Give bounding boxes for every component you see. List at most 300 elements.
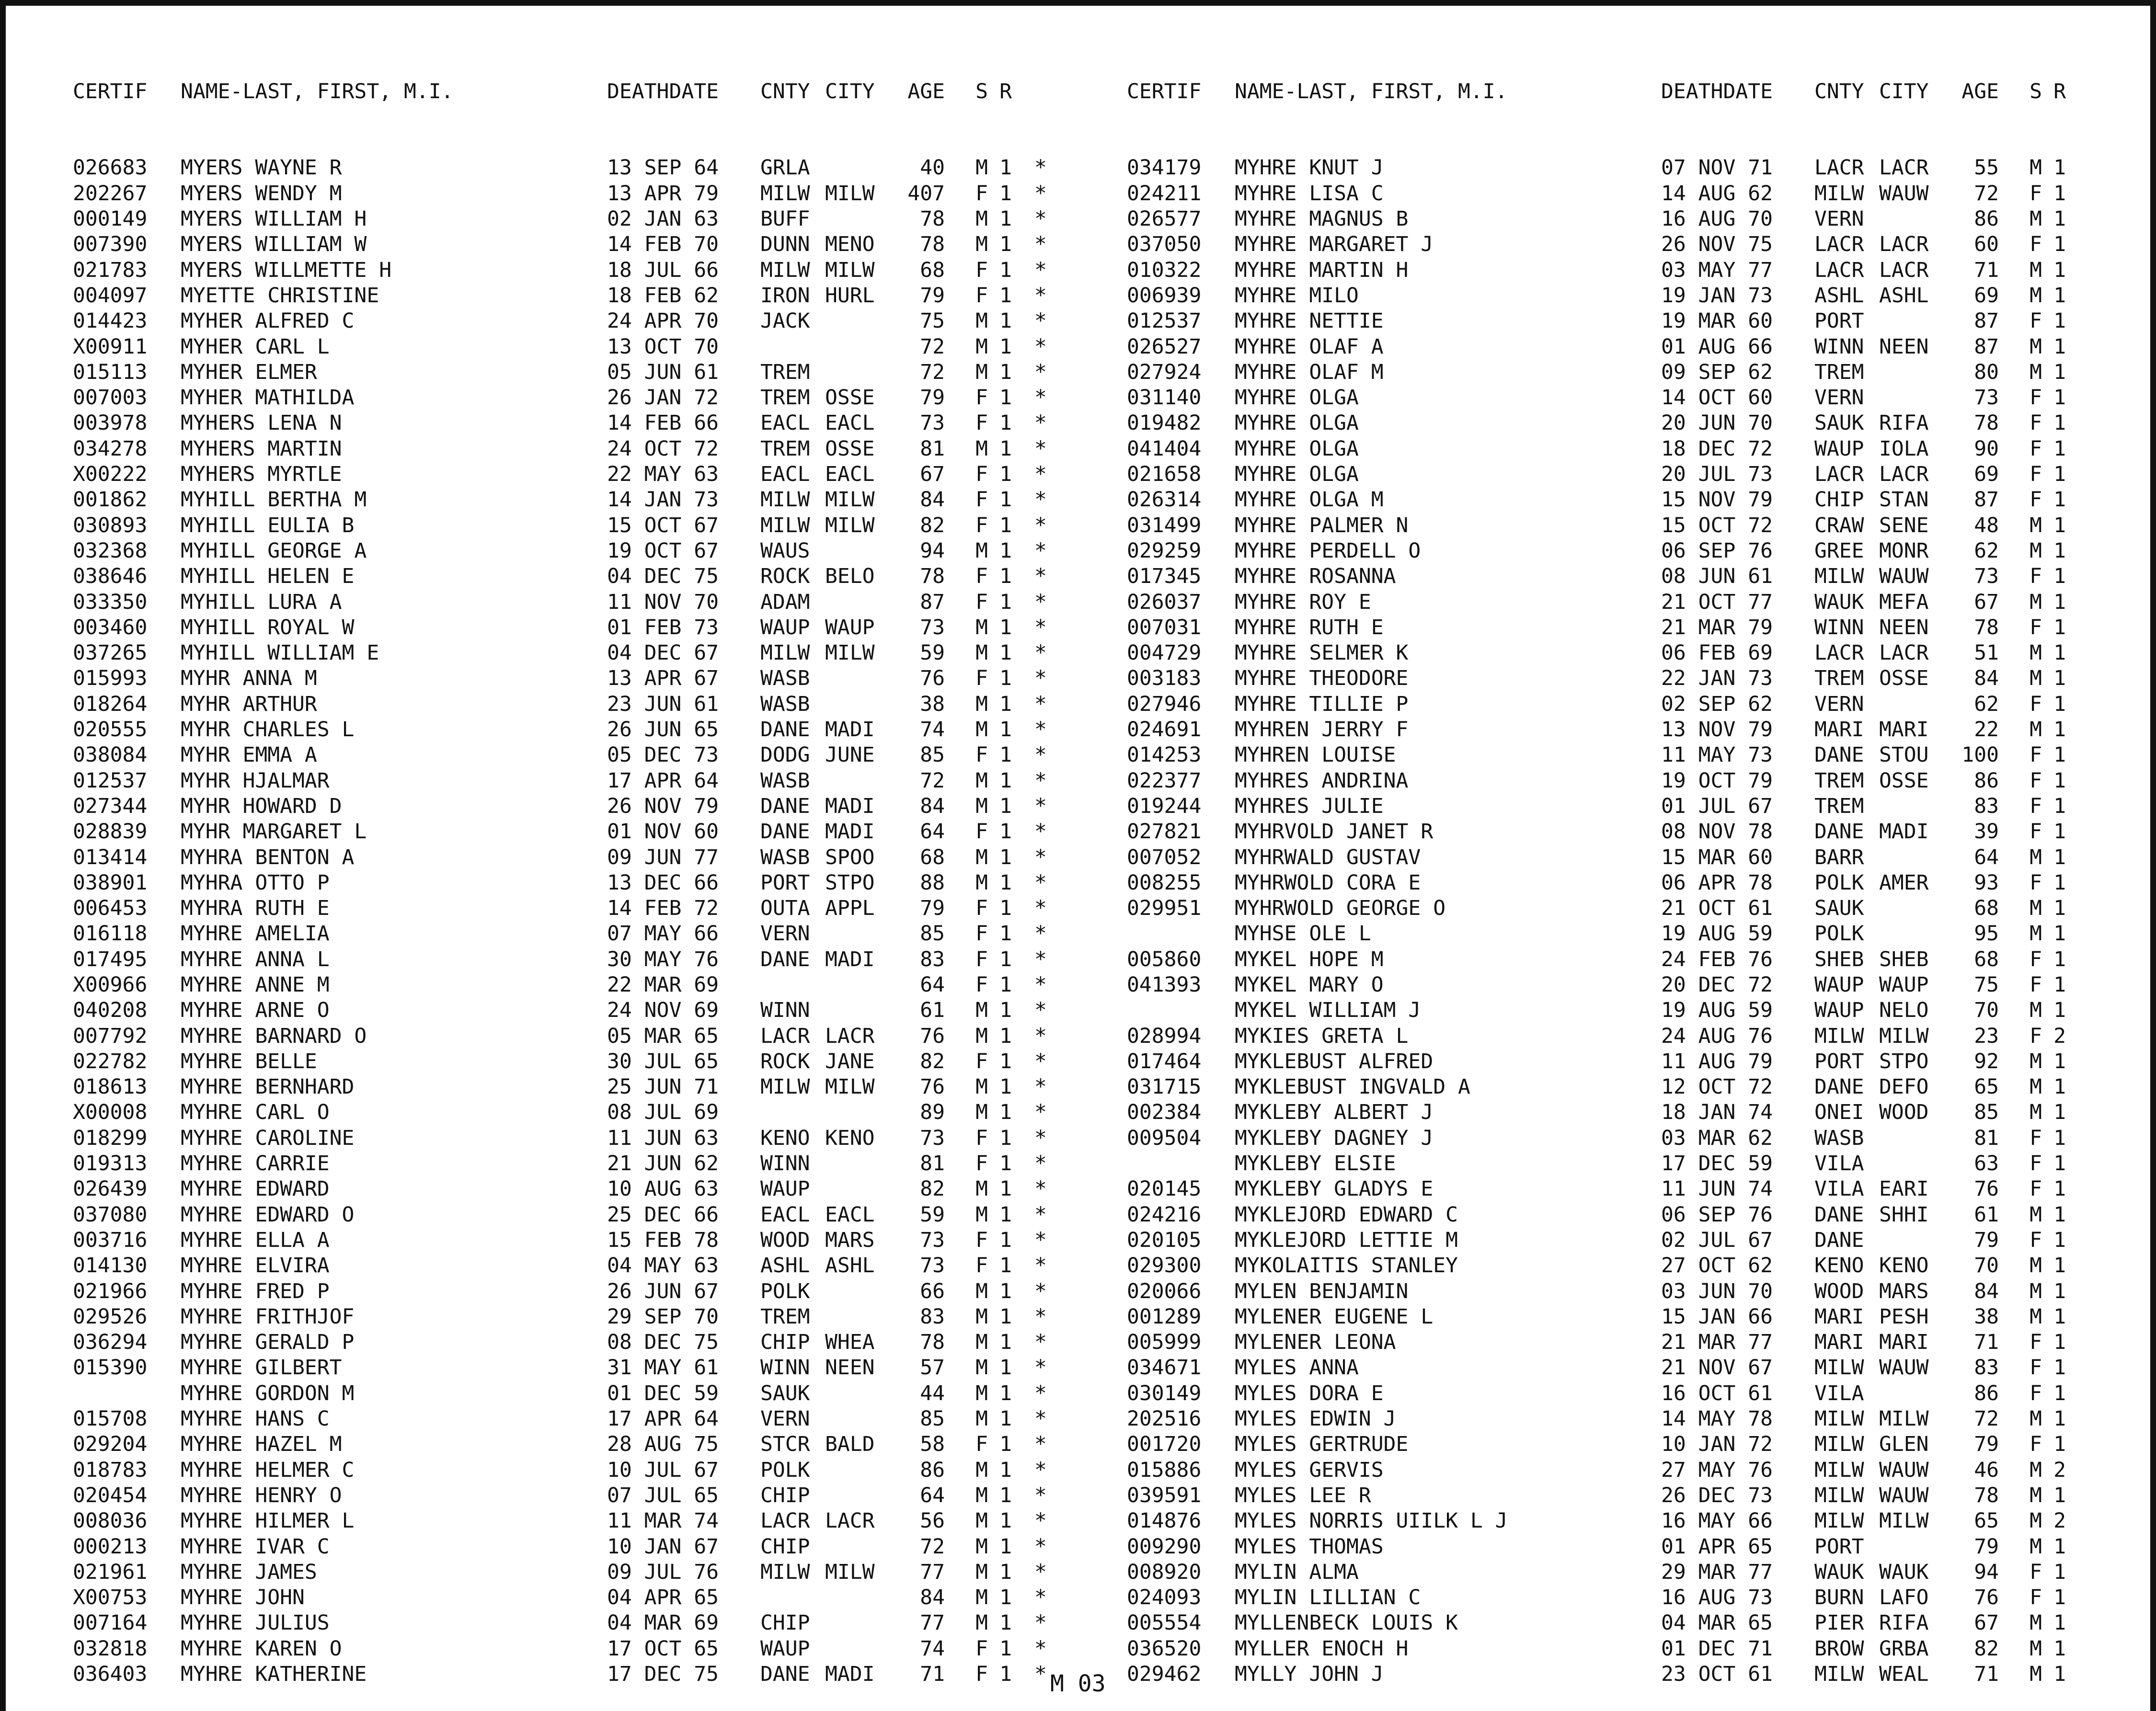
record-row [1127, 232, 2066, 257]
city-cell: HURL [825, 283, 875, 308]
certif-cell: 018613 [73, 1075, 148, 1099]
record-row [1127, 845, 2066, 870]
deathdate-cell: 03 MAR 62 [1661, 1126, 1773, 1150]
certif-cell: 008920 [1127, 1560, 1202, 1584]
county-cell: SAUK [1814, 411, 1864, 435]
certif-cell: 028839 [73, 820, 148, 844]
record-row [1127, 206, 2066, 232]
county-cell: LACR [760, 1024, 810, 1048]
record-row [73, 1151, 1069, 1176]
race-cell: 1 [999, 538, 1012, 563]
sex-cell: M [975, 1075, 988, 1099]
certif-cell: 021783 [73, 258, 148, 282]
sex-cell: F [2030, 1177, 2042, 1201]
deathdate-cell: 16 AUG 73 [1661, 1586, 1773, 1610]
county-cell: WASB [760, 768, 810, 793]
sex-cell: F [975, 820, 988, 844]
sex-cell: M [975, 1611, 988, 1635]
record-row [73, 283, 1069, 308]
deathdate-cell: 10 AUG 63 [607, 1177, 719, 1201]
age-cell: 83 [1974, 794, 1999, 818]
age-cell: 39 [1974, 820, 1999, 844]
certif-cell: 202516 [1127, 1407, 1202, 1431]
race-cell: 1 [2053, 513, 2066, 537]
name-cell: MYHR HOWARD D [181, 794, 342, 818]
deathdate-cell: 26 JUN 65 [607, 718, 719, 742]
deathdate-cell: 15 JAN 66 [1661, 1304, 1773, 1329]
name-cell: MYHILL GEORGE A [181, 538, 367, 563]
separator-star: * [1034, 1381, 1047, 1405]
age-cell: 63 [1974, 1152, 1999, 1176]
county-cell: LACR [1814, 232, 1864, 257]
deathdate-cell: 11 JUN 63 [607, 1126, 719, 1150]
age-cell: 87 [1974, 334, 1999, 359]
name-cell: MYLES EDWIN J [1235, 1407, 1396, 1431]
sex-cell: F [2030, 1586, 2042, 1610]
sex-cell: F [975, 462, 988, 487]
record-row [1127, 308, 2066, 334]
sex-cell: F [975, 1049, 988, 1073]
age-cell: 86 [920, 1458, 945, 1482]
deathdate-cell: 26 JUN 67 [607, 1279, 719, 1303]
sex-cell: M [975, 718, 988, 742]
record-row [1127, 1024, 2066, 1049]
record-row [73, 1279, 1069, 1304]
record-row [73, 819, 1069, 844]
name-cell: MYHRA OTTO P [181, 870, 330, 895]
record-row [1127, 385, 2066, 411]
name-cell: MYERS WILLMETTE H [181, 258, 392, 282]
deathdate-cell: 15 MAR 60 [1661, 845, 1773, 869]
name-cell: MYHRE JULIUS [181, 1611, 330, 1635]
record-row [1127, 640, 2066, 666]
record-row [1127, 487, 2066, 513]
race-cell: 1 [999, 1381, 1012, 1405]
sex-cell: M [975, 615, 988, 639]
name-cell: MYHR ARTHUR [181, 692, 317, 716]
sex-cell: M [2030, 334, 2042, 359]
age-cell: 72 [920, 334, 945, 359]
sex-cell: M [2030, 1254, 2042, 1278]
name-cell: MYHRE OLGA [1235, 462, 1359, 487]
deathdate-cell: 19 JAN 73 [1661, 283, 1773, 308]
name-cell: MYHRE MILO [1235, 283, 1359, 308]
deathdate-cell: 27 OCT 62 [1661, 1254, 1773, 1278]
record-row [1127, 768, 2066, 794]
sex-cell: F [975, 411, 988, 435]
race-cell: 1 [2053, 922, 2066, 946]
county-cell: MILW [1814, 1483, 1864, 1507]
record-row [73, 1253, 1069, 1278]
city-cell: WEAL [1879, 1662, 1929, 1686]
race-cell: 1 [2053, 488, 2066, 512]
sex-cell: M [2030, 283, 2042, 308]
name-cell: MYHRE KATHERINE [181, 1662, 367, 1686]
record-row [73, 436, 1069, 462]
county-cell: VILA [1814, 1381, 1864, 1405]
city-cell: MADI [1879, 820, 1929, 844]
sex-cell: M [2030, 896, 2042, 921]
county-cell: IRON [760, 283, 810, 308]
race-cell: 1 [999, 1049, 1012, 1073]
age-cell: 82 [920, 513, 945, 537]
city-cell: MARI [1879, 1330, 1929, 1355]
record-row [73, 742, 1069, 768]
sex-cell: M [2030, 1483, 2042, 1507]
deathdate-cell: 10 JAN 72 [1661, 1432, 1773, 1457]
name-cell: MYLLER ENOCH H [1235, 1636, 1409, 1661]
record-row [73, 717, 1069, 742]
separator-star: * [1034, 207, 1047, 231]
age-cell: 92 [1974, 1049, 1999, 1073]
age-cell: 69 [1974, 462, 1999, 487]
header-age: AGE [907, 79, 945, 103]
deathdate-cell: 14 OCT 60 [1661, 386, 1773, 410]
record-row [1127, 870, 2066, 896]
age-cell: 73 [920, 1228, 945, 1252]
county-cell: SAUK [760, 1381, 810, 1405]
name-cell: MYHRE OLGA [1235, 411, 1359, 435]
sex-cell: F [975, 1126, 988, 1150]
separator-star: * [1034, 1534, 1047, 1559]
county-cell: KENO [760, 1126, 810, 1150]
certif-cell: 003716 [73, 1228, 148, 1252]
city-cell: RIFA [1879, 411, 1929, 435]
record-row [1127, 590, 2066, 615]
certif-cell: 005554 [1127, 1611, 1202, 1635]
sex-cell: M [2030, 845, 2042, 869]
city-cell: WAUK [1879, 1560, 1929, 1584]
age-cell: 60 [1974, 232, 1999, 257]
county-cell: MILW [760, 1560, 810, 1584]
deathdate-cell: 30 MAY 76 [607, 947, 719, 971]
county-cell: MILW [1814, 564, 1864, 589]
county-cell: SHEB [1814, 947, 1864, 971]
record-row [1127, 1228, 2066, 1253]
sex-cell: M [975, 845, 988, 869]
sex-cell: F [2030, 1560, 2042, 1584]
deathdate-cell: 02 SEP 62 [1661, 692, 1773, 716]
certif-cell: 001862 [73, 488, 148, 512]
age-cell: 74 [920, 1636, 945, 1661]
certif-cell: 028994 [1127, 1024, 1202, 1048]
county-cell: KENO [1814, 1254, 1864, 1278]
county-cell: VERN [1814, 386, 1864, 410]
county-cell: TREM [760, 386, 810, 410]
county-cell: BARR [1814, 845, 1864, 869]
certif-cell: 038646 [73, 564, 148, 589]
city-cell: LACR [825, 1509, 875, 1533]
name-cell: MYKEL HOPE M [1235, 947, 1384, 971]
record-row [73, 1049, 1069, 1074]
certif-cell: 024216 [1127, 1202, 1202, 1227]
age-cell: 76 [920, 1075, 945, 1099]
certif-cell: 040208 [73, 998, 148, 1023]
county-cell: POLK [760, 1458, 810, 1482]
age-cell: 87 [1974, 309, 1999, 333]
city-cell: KENO [825, 1126, 875, 1150]
certif-cell: 030893 [73, 513, 148, 537]
age-cell: 65 [1974, 1075, 1999, 1099]
city-cell: SPOO [825, 845, 875, 869]
certif-cell: 036294 [73, 1330, 148, 1355]
deathdate-cell: 17 APR 64 [607, 768, 719, 793]
sex-cell: M [975, 1509, 988, 1533]
record-row [1127, 1585, 2066, 1610]
record-row [1127, 947, 2066, 972]
age-cell: 76 [920, 1024, 945, 1048]
race-cell: 1 [2053, 947, 2066, 971]
separator-star: * [1034, 1662, 1047, 1686]
sex-cell: F [2030, 1152, 2042, 1176]
race-cell: 1 [2053, 1228, 2066, 1252]
sex-cell: F [2030, 1024, 2042, 1048]
race-cell: 1 [999, 1202, 1012, 1227]
race-cell: 1 [2053, 768, 2066, 793]
county-cell: PORT [1814, 1534, 1864, 1559]
race-cell: 1 [999, 1560, 1012, 1584]
race-cell: 1 [999, 1432, 1012, 1457]
name-cell: MYKLEJORD EDWARD C [1235, 1202, 1458, 1227]
age-cell: 67 [1974, 590, 1999, 614]
age-cell: 79 [920, 386, 945, 410]
city-cell: NEEN [1879, 615, 1929, 639]
name-cell: MYLES GERTRUDE [1235, 1432, 1409, 1457]
separator-star: * [1034, 411, 1047, 435]
certif-cell: 032368 [73, 538, 148, 563]
separator-star: * [1034, 972, 1047, 997]
sex-cell: F [2030, 1356, 2042, 1380]
deathdate-cell: 09 JUL 76 [607, 1560, 719, 1584]
city-cell: MILW [825, 1075, 875, 1099]
city-cell: EACL [825, 462, 875, 487]
deathdate-cell: 06 APR 78 [1661, 870, 1773, 895]
city-cell: WAUP [1879, 972, 1929, 997]
sex-cell: M [975, 1381, 988, 1405]
record-row [1127, 1636, 2066, 1662]
race-cell: 1 [999, 615, 1012, 639]
name-cell: MYKOLAITIS STANLEY [1235, 1254, 1458, 1278]
certif-cell: 000149 [73, 207, 148, 231]
sex-cell: F [2030, 1228, 2042, 1252]
city-cell: LACR [1879, 232, 1929, 257]
sex-cell: F [975, 488, 988, 512]
county-cell: DANE [760, 820, 810, 844]
separator-star: * [1034, 1024, 1047, 1048]
record-row [1127, 1304, 2066, 1330]
name-cell: MYHER ELMER [181, 360, 317, 384]
record-row [73, 360, 1069, 385]
sex-cell: F [975, 283, 988, 308]
city-cell: LAFO [1879, 1586, 1929, 1610]
certif-cell: 006453 [73, 896, 148, 921]
county-cell: MILW [1814, 1407, 1864, 1431]
header-row [73, 79, 1069, 104]
city-cell: MARS [825, 1228, 875, 1252]
age-cell: 86 [1974, 1381, 1999, 1405]
name-cell: MYLES GERVIS [1235, 1458, 1384, 1482]
certif-cell: 029462 [1127, 1662, 1202, 1686]
sex-cell: M [975, 360, 988, 384]
name-cell: MYKLEJORD LETTIE M [1235, 1228, 1458, 1252]
name-cell: MYKLEBUST ALFRED [1235, 1049, 1434, 1073]
age-cell: 78 [1974, 411, 1999, 435]
record-row [73, 564, 1069, 589]
city-cell: STOU [1879, 743, 1929, 767]
separator-star: * [1034, 386, 1047, 410]
name-cell: MYHILL WILLIAM E [181, 641, 379, 665]
age-cell: 84 [920, 1586, 945, 1610]
separator-star: * [1034, 1100, 1047, 1125]
name-cell: MYHRE HANS C [181, 1407, 330, 1431]
county-cell: WAUS [760, 538, 810, 563]
separator-star: * [1034, 156, 1047, 180]
race-cell: 1 [2053, 156, 2066, 180]
record-row [73, 411, 1069, 436]
certif-cell: 027821 [1127, 820, 1202, 844]
county-cell: MILW [1814, 1356, 1864, 1380]
age-cell: 56 [920, 1509, 945, 1533]
name-cell: MYETTE CHRISTINE [181, 283, 379, 308]
record-row [73, 538, 1069, 564]
age-cell: 95 [1974, 922, 1999, 946]
age-cell: 46 [1974, 1458, 1999, 1482]
certif-cell: 020105 [1127, 1228, 1202, 1252]
header-deathdate: DEATHDATE [1661, 79, 1773, 103]
race-cell: 1 [999, 1509, 1012, 1533]
age-cell: 64 [920, 820, 945, 844]
deathdate-cell: 18 JUL 66 [607, 258, 719, 282]
name-cell: MYHRA RUTH E [181, 896, 330, 921]
certif-cell: 007052 [1127, 845, 1202, 869]
name-cell: MYHRE THEODORE [1235, 666, 1409, 691]
age-cell: 73 [1974, 564, 1999, 589]
name-cell: MYHRE OLGA [1235, 386, 1359, 410]
county-cell: ROCK [760, 564, 810, 589]
deathdate-cell: 28 AUG 75 [607, 1432, 719, 1457]
name-cell: MYLENER EUGENE L [1235, 1304, 1434, 1329]
race-cell: 1 [999, 1075, 1012, 1099]
race-cell: 1 [2053, 1202, 2066, 1227]
age-cell: 72 [920, 1534, 945, 1559]
deathdate-cell: 16 MAY 66 [1661, 1509, 1773, 1533]
name-cell: MYLEN BENJAMIN [1235, 1279, 1409, 1303]
city-cell: MILW [825, 258, 875, 282]
sex-cell: M [2030, 513, 2042, 537]
separator-star: * [1034, 1483, 1047, 1507]
record-row [73, 1228, 1069, 1253]
city-cell: LACR [825, 1024, 875, 1048]
age-cell: 87 [1974, 488, 1999, 512]
race-cell: 2 [2053, 1509, 2066, 1533]
name-cell: MYLLY JOHN J [1235, 1662, 1384, 1686]
certif-cell: 038901 [73, 870, 148, 895]
sex-cell: M [2030, 1279, 2042, 1303]
city-cell: LACR [1879, 156, 1929, 180]
sex-cell: M [2030, 538, 2042, 563]
county-cell: VERN [1814, 692, 1864, 716]
sex-cell: M [2030, 1458, 2042, 1482]
race-cell: 1 [2053, 870, 2066, 895]
race-cell: 1 [999, 283, 1012, 308]
sex-cell: M [975, 794, 988, 818]
county-cell: LACR [1814, 156, 1864, 180]
deathdate-cell: 13 APR 67 [607, 666, 719, 691]
record-row [73, 308, 1069, 334]
sex-cell: F [975, 1432, 988, 1457]
certif-cell: 012537 [1127, 309, 1202, 333]
record-row [1127, 1126, 2066, 1151]
race-cell: 1 [2053, 181, 2066, 205]
separator-star: * [1034, 794, 1047, 818]
certif-cell: 001289 [1127, 1304, 1202, 1329]
certif-cell: 036403 [73, 1662, 148, 1686]
race-cell: 1 [2053, 1177, 2066, 1201]
county-cell: MARI [1814, 718, 1864, 742]
sex-cell: M [2030, 1202, 2042, 1227]
deathdate-cell: 07 NOV 71 [1661, 156, 1773, 180]
separator-star: * [1034, 538, 1047, 563]
county-cell: DANE [1814, 1228, 1864, 1252]
race-cell: 1 [2053, 1279, 2066, 1303]
county-cell: DANE [1814, 1202, 1864, 1227]
sex-cell: F [975, 1254, 988, 1278]
race-cell: 1 [999, 922, 1012, 946]
deathdate-cell: 13 APR 79 [607, 181, 719, 205]
county-cell: WAUP [1814, 972, 1864, 997]
name-cell: MYHRE CARRIE [181, 1152, 330, 1176]
city-cell: BELO [825, 564, 875, 589]
city-cell: ASHL [825, 1254, 875, 1278]
certif-cell: 005999 [1127, 1330, 1202, 1355]
certif-cell: 038084 [73, 743, 148, 767]
separator-star: * [1034, 513, 1047, 537]
record-row [73, 692, 1069, 717]
county-cell: WAUP [760, 1177, 810, 1201]
race-cell: 1 [2053, 820, 2066, 844]
record-row [1127, 1534, 2066, 1560]
sex-cell: F [975, 947, 988, 971]
certif-cell: 021658 [1127, 462, 1202, 487]
county-cell: LACR [760, 1509, 810, 1533]
separator-star: * [1034, 743, 1047, 767]
sex-cell: M [975, 1202, 988, 1227]
county-cell: LACR [1814, 641, 1864, 665]
record-row [1127, 1458, 2066, 1483]
sex-cell: F [2030, 794, 2042, 818]
age-cell: 79 [920, 896, 945, 921]
sex-cell: M [2030, 1509, 2042, 1533]
deathdate-cell: 06 SEP 76 [1661, 1202, 1773, 1227]
record-row [1127, 1330, 2066, 1355]
sex-cell: M [2030, 998, 2042, 1023]
record-row [73, 921, 1069, 947]
county-cell: ONEI [1814, 1100, 1864, 1125]
race-cell: 1 [999, 564, 1012, 589]
city-cell: MEFA [1879, 590, 1929, 614]
county-cell: GRLA [760, 156, 810, 180]
certif-cell: X00753 [73, 1586, 148, 1610]
age-cell: 72 [1974, 181, 1999, 205]
deathdate-cell: 30 JUL 65 [607, 1049, 719, 1073]
record-row [1127, 1176, 2066, 1202]
sex-cell: F [975, 1662, 988, 1686]
record-row [73, 845, 1069, 870]
name-cell: MYERS WAYNE R [181, 156, 342, 180]
county-cell: MILW [1814, 1458, 1864, 1482]
age-cell: 84 [920, 794, 945, 818]
record-row [73, 615, 1069, 640]
